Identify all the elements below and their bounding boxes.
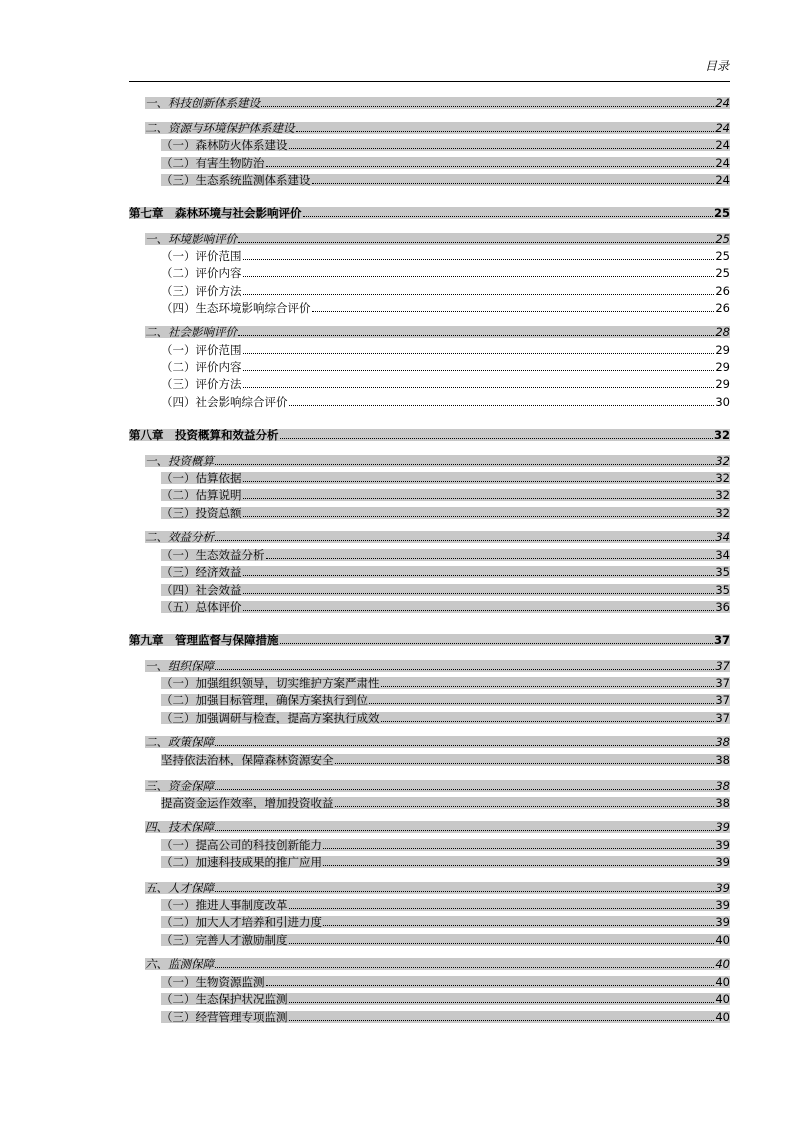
toc-item[interactable] (161, 549, 730, 561)
toc-page-number: 34 (715, 549, 730, 561)
toc-leader (243, 575, 715, 576)
toc-leader (289, 405, 715, 406)
toc-page-number: 37 (715, 660, 730, 672)
toc-page-number: 25 (715, 267, 730, 279)
toc-title: （四）社会影响综合评价 (161, 396, 288, 408)
toc-page-number: 39 (715, 882, 730, 894)
toc-title: （一）生态效益分析 (161, 549, 265, 561)
toc-item[interactable] (161, 157, 730, 169)
toc-leader (289, 1002, 715, 1003)
toc-title: （三）生态系统监测体系建设 (161, 174, 311, 186)
toc-page-number: 40 (715, 976, 730, 988)
toc-title: （二）加强目标管理，确保方案执行到位 (161, 694, 368, 706)
toc-leader (243, 276, 715, 277)
toc-title: （一）评价范围 (161, 344, 242, 356)
toc-title: （二）估算说明 (161, 489, 242, 501)
toc-title: 四、技术保障 (145, 821, 214, 833)
toc-plain[interactable] (161, 797, 730, 809)
toc-leader (243, 498, 715, 499)
toc-page-number: 38 (715, 736, 730, 748)
toc-leader (215, 789, 714, 790)
toc-page-number: 32 (713, 429, 730, 441)
toc-item[interactable] (161, 601, 730, 613)
toc-leader (266, 166, 715, 167)
toc-leader (215, 540, 714, 541)
toc-item[interactable] (161, 856, 730, 868)
toc-leader (215, 830, 714, 831)
toc-title: （一）估算依据 (161, 472, 242, 484)
toc-item[interactable] (161, 584, 730, 596)
toc-leader (243, 370, 715, 371)
toc-page-number: 38 (715, 780, 730, 792)
toc-item[interactable] (161, 489, 730, 501)
toc-section[interactable] (145, 736, 730, 748)
toc-page-number: 35 (715, 566, 730, 578)
toc-section[interactable] (145, 97, 730, 109)
toc-item[interactable] (161, 712, 730, 724)
toc-page-number: 40 (715, 934, 730, 946)
toc-title: 六、监测保障 (145, 958, 214, 970)
toc-item[interactable] (161, 839, 730, 851)
toc-section[interactable] (145, 821, 730, 833)
toc-title: 一、组织保障 (145, 660, 214, 672)
header-title: 目录 (704, 59, 729, 73)
toc-leader (280, 643, 713, 644)
toc-leader (369, 703, 714, 704)
toc-page-number: 32 (715, 507, 730, 519)
toc-page-number: 36 (715, 601, 730, 613)
toc-page-number: 37 (715, 694, 730, 706)
toc-leader (243, 259, 715, 260)
toc-leader (243, 516, 715, 517)
toc-leader (381, 686, 715, 687)
toc-title: 坚持依法治林，保障森林资源安全 (161, 754, 334, 766)
toc-page-number: 30 (715, 396, 730, 408)
toc-item[interactable] (161, 139, 730, 151)
toc-title: 二、资源与环境保护体系建设 (145, 122, 295, 134)
toc-leader (243, 610, 715, 611)
toc-chapter[interactable] (129, 634, 730, 646)
toc-leader (238, 242, 714, 243)
toc-section[interactable] (145, 882, 730, 894)
toc-page-number: 32 (715, 472, 730, 484)
toc-item[interactable] (161, 993, 730, 1005)
toc-item[interactable] (161, 250, 730, 262)
toc-item[interactable] (161, 677, 730, 689)
toc-leader (215, 669, 714, 670)
toc-page-number: 39 (715, 916, 730, 928)
toc-item[interactable] (161, 267, 730, 279)
toc-leader (335, 763, 715, 764)
toc-page-number: 38 (715, 797, 730, 809)
toc-page-number: 25 (713, 207, 730, 219)
toc-title: 提高资金运作效率，增加投资收益 (161, 797, 334, 809)
toc-title: 二、社会影响评价 (145, 326, 237, 338)
toc-title: （二）评价内容 (161, 267, 242, 279)
toc-leader (266, 558, 715, 559)
toc-leader (312, 183, 715, 184)
toc-leader (323, 865, 714, 866)
toc-item[interactable] (161, 1011, 730, 1023)
toc-leader (215, 891, 714, 892)
toc-leader (280, 438, 713, 439)
toc-section[interactable] (145, 326, 730, 338)
toc-leader (312, 311, 715, 312)
toc-title: 二、效益分析 (145, 531, 214, 543)
toc-leader (289, 1020, 715, 1021)
toc-item[interactable] (161, 302, 730, 314)
toc-title: （四）社会效益 (161, 584, 242, 596)
toc-title: 一、环境影响评价 (145, 233, 237, 245)
toc-title: 第八章 投资概算和效益分析 (129, 429, 279, 441)
toc-page-number: 25 (715, 233, 730, 245)
toc-section[interactable] (145, 531, 730, 543)
toc-title: （四）生态环境影响综合评价 (161, 302, 311, 314)
toc-title: （一）生物资源监测 (161, 976, 265, 988)
toc-leader (323, 925, 714, 926)
toc-item[interactable] (161, 396, 730, 408)
toc-chapter[interactable] (129, 207, 730, 219)
toc-title: （三）加强调研与检查，提高方案执行成效 (161, 712, 380, 724)
toc-leader (289, 943, 715, 944)
toc-section[interactable] (145, 958, 730, 970)
toc-item[interactable] (161, 344, 730, 356)
toc-leader (243, 593, 715, 594)
toc-title: （三）经济效益 (161, 566, 242, 578)
toc-item[interactable] (161, 916, 730, 928)
toc-page-number: 24 (715, 174, 730, 186)
toc-section[interactable] (145, 122, 730, 134)
toc-page-number: 29 (715, 344, 730, 356)
toc-title: （二）有害生物防治 (161, 157, 265, 169)
toc-page-number: 24 (715, 157, 730, 169)
toc-page-number: 40 (715, 958, 730, 970)
toc-item[interactable] (161, 566, 730, 578)
toc-page-number: 39 (715, 856, 730, 868)
toc-leader (266, 985, 715, 986)
toc-page-number: 37 (713, 634, 730, 646)
toc-title: 五、人才保障 (145, 882, 214, 894)
toc-page-number: 40 (715, 1011, 730, 1023)
toc-title: 第九章 管理监督与保障措施 (129, 634, 279, 646)
toc-title: （二）评价内容 (161, 361, 242, 373)
toc-title: （三）完善人才激励制度 (161, 934, 288, 946)
toc-leader (243, 294, 715, 295)
toc-leader (335, 806, 715, 807)
toc-title: （一）森林防火体系建设 (161, 139, 288, 151)
toc-title: （五）总体评价 (161, 601, 242, 613)
toc-leader (243, 387, 715, 388)
toc-page-number: 28 (715, 326, 730, 338)
toc-leader (289, 908, 715, 909)
toc-leader (296, 131, 715, 132)
toc-item[interactable] (161, 378, 730, 390)
toc-title: 第七章 森林环境与社会影响评价 (129, 207, 302, 219)
toc-item[interactable] (161, 472, 730, 484)
toc-title: 一、科技创新体系建设 (145, 97, 260, 109)
toc-page-number: 29 (715, 361, 730, 373)
toc-page-number: 25 (715, 250, 730, 262)
toc-title: （一）评价范围 (161, 250, 242, 262)
toc-leader (215, 464, 714, 465)
toc-page-number: 24 (715, 122, 730, 134)
toc-title: （二）加速科技成果的推广应用 (161, 856, 322, 868)
toc-leader (381, 721, 715, 722)
toc-page-number: 39 (715, 899, 730, 911)
toc-title: （一）加强组织领导，切实维护方案严肃性 (161, 677, 380, 689)
toc-section[interactable] (145, 233, 730, 245)
toc-title: （三）评价方法 (161, 378, 242, 390)
toc-plain[interactable] (161, 754, 730, 766)
toc-title: 二、政策保障 (145, 736, 214, 748)
toc-leader (289, 148, 715, 149)
toc-page-number: 39 (715, 821, 730, 833)
toc-item[interactable] (161, 361, 730, 373)
toc-item[interactable] (161, 507, 730, 519)
toc-page-number: 32 (715, 455, 730, 467)
toc-leader (238, 335, 714, 336)
toc-leader (243, 353, 715, 354)
toc-title: （二）生态保护状况监测 (161, 993, 288, 1005)
toc-page-number: 29 (715, 378, 730, 390)
toc-section[interactable] (145, 780, 730, 792)
toc-title: （二）加大人才培养和引进力度 (161, 916, 322, 928)
toc-page-number: 26 (715, 285, 730, 297)
toc-page-number: 24 (715, 97, 730, 109)
toc-item[interactable] (161, 285, 730, 297)
toc-item[interactable] (161, 174, 730, 186)
toc-title: 一、投资概算 (145, 455, 214, 467)
toc-leader (323, 848, 714, 849)
toc-item[interactable] (161, 899, 730, 911)
toc-title: （三）投资总额 (161, 507, 242, 519)
toc-leader (243, 481, 715, 482)
toc-page-number: 34 (715, 531, 730, 543)
toc-page-number: 39 (715, 839, 730, 851)
toc-chapter[interactable] (129, 429, 730, 441)
toc-page-number: 32 (715, 489, 730, 501)
toc-leader (215, 967, 714, 968)
toc-leader (215, 745, 714, 746)
toc-title: 三、资金保障 (145, 780, 214, 792)
toc-title: （一）推进人事制度改革 (161, 899, 288, 911)
toc-page-number: 26 (715, 302, 730, 314)
toc-page-number: 37 (715, 712, 730, 724)
toc-leader (261, 106, 714, 107)
toc-title: （三）经营管理专项监测 (161, 1011, 288, 1023)
toc-section[interactable] (145, 455, 730, 467)
toc-item[interactable] (161, 934, 730, 946)
toc-page-number: 38 (715, 754, 730, 766)
toc-page-number: 24 (715, 139, 730, 151)
toc-item[interactable] (161, 694, 730, 706)
toc-leader (303, 216, 713, 217)
toc-item[interactable] (161, 976, 730, 988)
toc-title: （一）提高公司的科技创新能力 (161, 839, 322, 851)
toc-page-number: 35 (715, 584, 730, 596)
toc-section[interactable] (145, 660, 730, 672)
toc-title: （三）评价方法 (161, 285, 242, 297)
toc-page-number: 40 (715, 993, 730, 1005)
toc-page-number: 37 (715, 677, 730, 689)
